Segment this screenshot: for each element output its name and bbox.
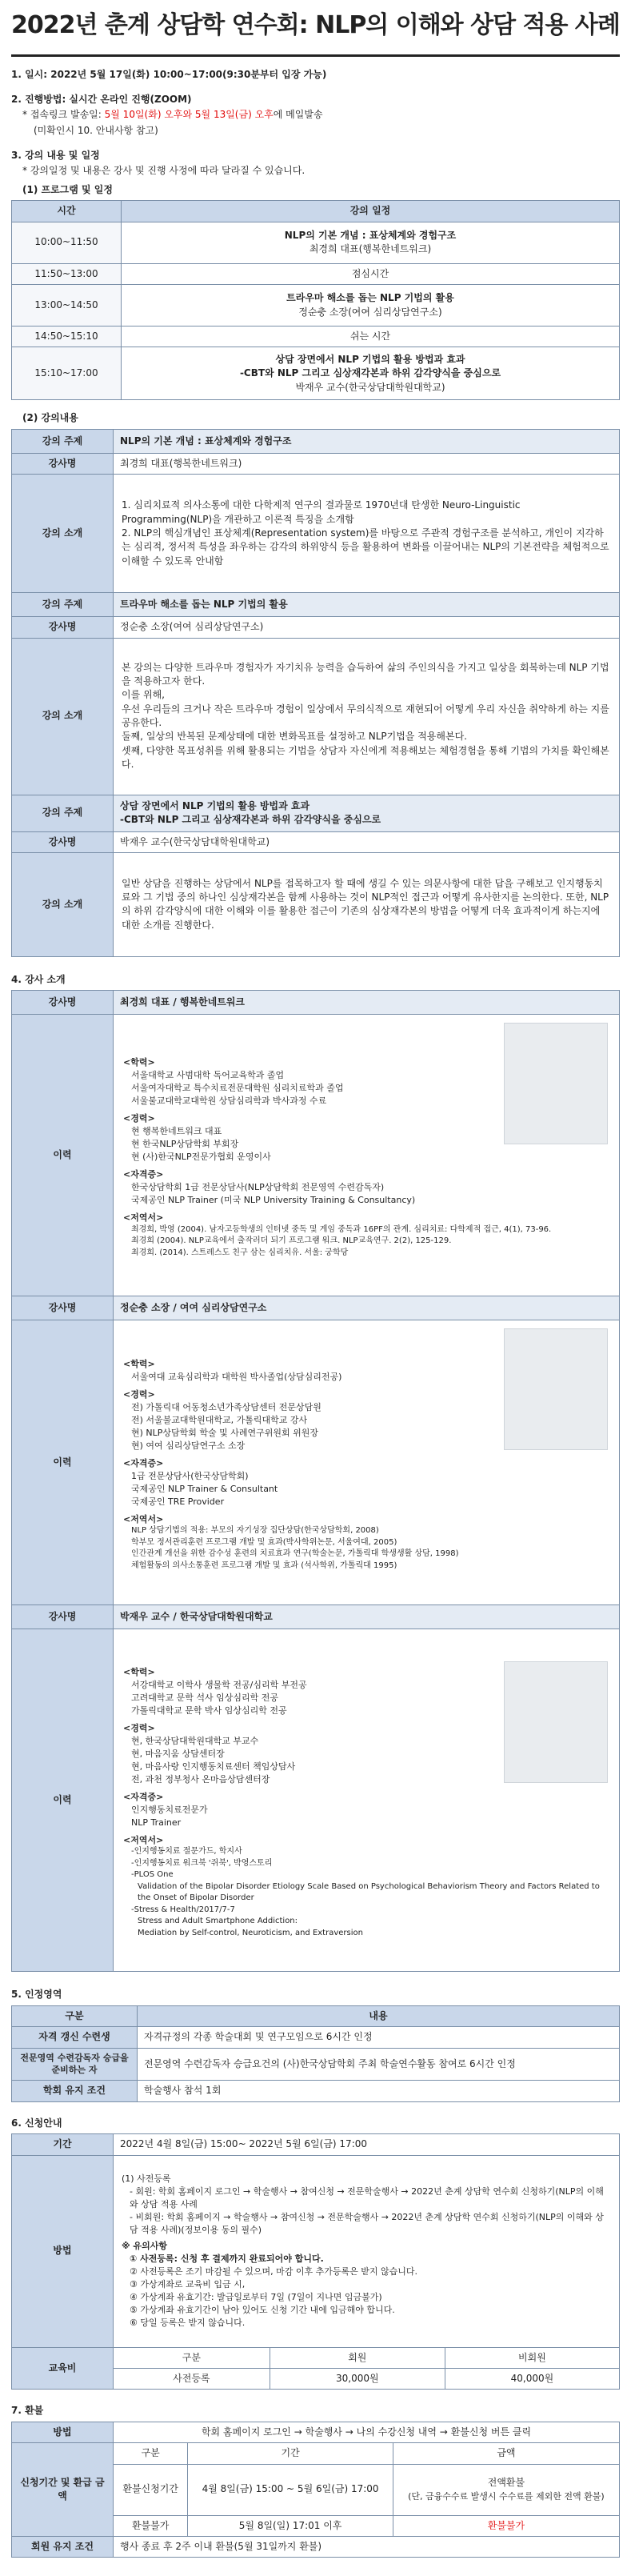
speaker2-job-item: 현) 여여 심리상담연구소 소장 [131, 1440, 246, 1451]
lecture1-topic: NLP의 기본 개념 : 표상체계와 경험구조 [114, 429, 620, 453]
speaker2-pub-item: 학부모 정서관리훈련 프로그램 개발 및 효과(박사학위논문, 서울여대, 2005) [131, 1537, 397, 1547]
speaker-name-label: 강사명 [12, 1605, 114, 1629]
refund-table [11, 2422, 620, 2558]
schedule-topic: 트라우마 해소를 돕는 NLP 기법의 활용 [286, 292, 454, 304]
speaker1-photo [504, 1023, 608, 1144]
fee-header-member: 회원 [270, 2348, 445, 2369]
lecture2-p3: 우선 우리들의 크거나 작은 트라우마 경험이 일상에서 무의식적으로 재현되어 어떻게 우리 자신을 취약하게 하는 지를 공유한다. [122, 703, 609, 729]
fee-table [114, 2348, 619, 2390]
schedule-time: 14:50~15:10 [12, 327, 122, 347]
schedule-topic: 점심시간 [122, 263, 620, 284]
speaker3-edu-item: 서강대학교 이학사 생물학 전공/심리학 부전공 [131, 1680, 307, 1691]
speaker3-photo [504, 1661, 608, 1783]
speaker3-pub-item: -PLOS One [131, 1870, 174, 1880]
speaker2-pub-item: 인간관계 개선을 위한 감수성 훈련의 치료효과 연구(학술논문, 가톨릭대 학생생활 상담, 1998) [131, 1549, 459, 1559]
section-method [11, 93, 620, 138]
speaker3-job-item: 현, 마음지움 상담센터장 [131, 1748, 225, 1759]
speaker3-edu-item: 가톨릭대학교 문학 박사 임상심리학 전공 [131, 1705, 287, 1717]
lecture1-p2: 2. NLP의 핵심개념인 표상체계(Representation system)를 바탕으로 주관적 경험구조를 분석하고, 개인이 지각하는 심리적, 정서적 특성을 좌우하는 감각의 하위양식 등을 활용하여 변화를 이끌어내는 NLP의 기본전략을 체험적으로 이해할 수 있도록 안내함 [122, 527, 609, 567]
schedule-topic: 쉬는 시간 [122, 327, 620, 347]
link-send-note: (미확인시 10. 안내사항 참고) [34, 124, 158, 136]
application-table [11, 2133, 620, 2390]
fee-header-div: 구분 [114, 2348, 270, 2369]
lecture2-intro [114, 638, 620, 795]
fee-header-nonmember: 비회원 [445, 2348, 619, 2369]
lecture3-topic: 상담 장면에서 NLP 기법의 활용 방법과 효과 [120, 799, 310, 811]
speaker1-cert-title: <자격증> [123, 1168, 164, 1180]
speaker2-photo [504, 1328, 608, 1450]
lecture2-topic: 트라우마 해소를 돕는 NLP 기법의 활용 [114, 593, 620, 617]
method-note: ⑥ 당일 등록은 받지 않습니다. [130, 2317, 246, 2328]
speaker1-pub-item: 최경희, 박영 (2004). 남자고등학생의 인터넷 중독 및 게임 중독과 16PF의 관계. 심리치료: 다학제적 접근, 4(1), 73-96. [131, 1224, 552, 1234]
schedule-row [12, 327, 620, 347]
speaker2-edu-item: 서울여대 교육심리학과 대학원 박사졸업(상담심리전공) [131, 1372, 342, 1383]
speaker3-pub-title: <저역서> [123, 1834, 164, 1845]
speaker3-name: 박재우 교수 / 한국상담대학원대학교 [114, 1605, 620, 1629]
section-speakers [11, 973, 620, 1972]
speaker3-pub-item: Stress and Adult Smartphone Addiction: [138, 1917, 298, 1926]
speaker3-pub-item: Validation of the Bipolar Disorder Etiology Scale Based on Psychological Behaviorism Theory and Factors Related to the Onset of Bipolar Disorder [138, 1881, 600, 1903]
schedule-table [11, 200, 620, 400]
application-period: 2022년 4월 8일(금) 15:00~ 2022년 5월 6일(금) 17:00 [114, 2134, 620, 2155]
schedule-time: 10:00~11:50 [12, 222, 122, 263]
lecture2-p4: 둘째, 일상의 반복된 문제상태에 대한 변화목표를 설정하고 NLP기법을 적용해본다. [122, 731, 467, 743]
refund-method: 학회 홈페이지 로그인 → 학술행사 → 나의 수강신청 내역 → 환불신청 버튼 클릭 [114, 2422, 620, 2442]
date-line: 1. 일시: 2022년 5월 17일(화) 10:00~17:00(9:30분부터 입장 가능) [11, 68, 327, 80]
method-note: ③ 가상계좌로 교육비 입금 시, [130, 2278, 246, 2290]
speaker2-cert-item: 1급 전문상담사(한국상담학회) [131, 1470, 249, 1481]
refund-header-amount: 금액 [393, 2443, 619, 2464]
method-note [130, 2304, 611, 2317]
fee-nonmember: 40,000원 [445, 2368, 619, 2389]
schedule-header-content: 강의 일정 [122, 201, 620, 222]
speaker1-job-item: 현 행복한네트워크 대표 [131, 1126, 222, 1137]
speaker3-job-item: 전, 과천 정부청사 온마음상담센터장 [131, 1773, 270, 1785]
recognition-header-content: 내용 [138, 2005, 620, 2026]
method-note-title: ※ 유의사항 [122, 2241, 168, 2252]
section-refund [11, 2404, 620, 2558]
schedule-topic: NLP의 기본 개념 : 표상체계와 경험구조 [284, 229, 457, 241]
section-program [11, 149, 620, 957]
fee-member: 30,000원 [270, 2368, 445, 2389]
lecture-intro-label: 강의 소개 [12, 638, 114, 795]
speaker3-cert-item: 인지행동치료전문가 [131, 1804, 208, 1815]
speaker3-cert-title: <자격증> [123, 1791, 164, 1802]
fee-label: 교육비 [12, 2347, 114, 2390]
speaker2-bio [114, 1320, 620, 1605]
recognition-content: 전문영역 수련감독자 승급요건의 (사)한국상담학회 주최 학술연수활동 참여로 6시간 인정 [138, 2048, 620, 2081]
speaker2-job-item: 전) 가톨릭대 어동청소년가족상담센터 전문상담원 [131, 1402, 321, 1413]
speaker2-cert-item: 국제공인 NLP Trainer & Consultant [131, 1483, 278, 1494]
method-note: ④ 가상계좌 유효기간: 발급일로부터 7일 (7일이 지나면 입금불가) [130, 2291, 382, 2302]
speaker2-job-item: 전) 서울불교대학원대학교, 가톨릭대학교 강사 [131, 1414, 308, 1425]
program-title: 3. 강의 내용 및 일정 [11, 150, 100, 162]
schedule-time: 13:00~14:50 [12, 285, 122, 327]
speaker1-job-item: 현 한국NLP상담학회 부회장 [131, 1139, 239, 1150]
lecture2-p5: 셋째, 다양한 목표성취를 위해 활용되는 기법을 상담자 자신에게 적용해보는 체험경험을 통해 기법의 가치를 확인해본다. [122, 744, 609, 771]
schedule-speaker: 정순충 소장(여여 심리상담연구소) [298, 306, 442, 318]
recognition-title: 5. 인정영역 [11, 1989, 62, 2001]
method-note: ① 사전등록: 신청 후 결제까지 완료되어야 합니다. [130, 2253, 324, 2265]
refund-row-label: 환불신청기간 [114, 2464, 188, 2515]
recognition-header-div: 구분 [12, 2005, 138, 2026]
recognition-content: 자격규정의 각종 학술대회 및 연구모임으로 6시간 인정 [138, 2027, 620, 2048]
lecture1-speaker: 최경희 대표(행복한네트워크) [114, 453, 620, 474]
refund-row-amount: (단, 금융수수료 발생시 수수료를 제외한 전액 환불) [408, 2490, 605, 2502]
schedule-row [12, 347, 620, 400]
speaker3-pub-item: Mediation by Self-control, Neuroticism, and Extraversion [138, 1928, 363, 1937]
application-method [114, 2155, 620, 2347]
speakers-title: 4. 강사 소개 [11, 973, 66, 985]
speakers-table [11, 990, 620, 1972]
speaker1-edu-item: 서울여자대학교 특수치료전문대학원 심리치료학과 졸업 [131, 1083, 344, 1094]
lecture3-intro: 일반 상담을 진행하는 상담에서 NLP를 접목하고자 할 때에 생길 수 있는 의문사항에 대한 답을 구해보고 인지행동치료와 그 기법 중의 하나인 심상재각본을 함께 사용하는 것이 NLP적인 접근과 어떻게 유사한지를 논의한다. 또한, NLP의 하위 감각양식에 대한 이해와 이를 활용한 접근이 기존의 심상재각본의 방법을 어떻게 더욱 효과적이게 하는지에 대한 소개를 진행한다. [114, 852, 620, 956]
recognition-content: 학술행사 참석 1회 [138, 2081, 620, 2101]
lecture2-speaker: 정순충 소장(여여 심리상담연구소) [114, 617, 620, 638]
schedule-row [12, 222, 620, 263]
link-send-line [22, 108, 620, 122]
speaker-name-label: 강사명 [12, 991, 114, 1015]
method-step1: (1) 사전등록 [122, 2173, 171, 2185]
method-member: - 회원: 학회 홈페이지 로그인 → 학술행사 → 참여신청 → 전문학술행사 → 2022년 춘계 상담학 연수회 신청하기(NLP의 이해와 상담 적용 사례 [130, 2186, 604, 2210]
schedule-speaker: 최경희 대표(행복한네트워크) [309, 243, 432, 255]
schedule-time: 11:50~13:00 [12, 263, 122, 284]
lecture-intro-label: 강의 소개 [12, 852, 114, 956]
speaker1-cert-item: 한국상담학회 1급 전문상담사(NLP상담학회 전문영역 수련감독자) [131, 1181, 385, 1192]
link-send-prefix: * 접속링크 발송일: [22, 109, 105, 121]
speaker2-name: 정순충 소장 / 여여 심리상담연구소 [114, 1296, 620, 1320]
lecture-table [11, 429, 620, 957]
speaker3-job-title: <경력> [123, 1723, 155, 1734]
schedule-topic: 상담 장면에서 NLP 기법의 활용 방법과 효과 [275, 353, 465, 365]
speaker2-cert-item: 국제공인 TRE Provider [131, 1496, 225, 1507]
refund-row-amount-title: 전액환불 [487, 2477, 525, 2489]
link-send-dates: 5월 10일(화) 오후와 5월 13일(금) 오후 [104, 109, 274, 121]
speaker1-pub-title: <저역서> [123, 1212, 164, 1223]
speaker2-cert-title: <자격증> [123, 1457, 164, 1468]
speaker1-cert-item: 국제공인 NLP Trainer (미국 NLP University Training & Consultancy) [131, 1194, 416, 1205]
schedule-subtitle: (1) 프로그램 및 일정 [22, 183, 113, 195]
application-title: 6. 신청안내 [11, 2117, 62, 2129]
refund-header-div: 구분 [114, 2443, 188, 2464]
refund-title: 7. 환불 [11, 2405, 44, 2417]
speaker-career-label: 이력 [12, 1629, 114, 1972]
speaker1-job-item: 현 (사)한국NLP전문가협회 운영이사 [131, 1152, 271, 1163]
link-send-suffix: 에 메일발송 [273, 109, 323, 121]
schedule-topic-sub: -CBT와 NLP 그리고 심상재각본과 하위 감각양식을 중심으로 [239, 367, 501, 379]
speaker1-pub-item: 최경희 (2004). NLP교육에서 출작러더 되기 프로그램 워크. NLP교육연구. 2(2), 125-129. [131, 1236, 452, 1246]
speaker3-pub-item: -인지행동치료 절문가드, 학지사 [131, 1847, 242, 1857]
speaker3-job-item: 현, 마음사랑 인지행동치료센터 책임상담사 [131, 1761, 296, 1772]
speaker3-pub-item: -인지행동치료 워크북 '쥐북', 박영스토리 [131, 1858, 273, 1868]
method-note-text: ⑤ 가상계좌 유효기간이 남아 있어도 신청 기간 내에 입금해야 합니다. [130, 2304, 395, 2315]
speaker-name-label: 강사명 [12, 1296, 114, 1320]
section-recognition [11, 1988, 620, 2101]
schedule-speaker: 박재우 교수(한국상담대학원대학교) [295, 381, 445, 393]
refund-keep: 행사 종료 후 2주 이내 환불(5월 31일까지 환불) [114, 2536, 620, 2557]
fee-row-label: 사전등록 [114, 2368, 270, 2389]
speaker1-pub-item: 최경희. (2014). 스트레스도 친구 삼는 심리치유. 서울: 궁학당 [131, 1248, 349, 1257]
lecture-intro-label: 강의 소개 [12, 475, 114, 593]
lecture-speaker-label: 강사명 [12, 831, 114, 852]
speaker1-edu-item: 서울대학교 사범대학 독어교육학과 졸업 [131, 1070, 285, 1081]
lecture2-p1: 본 강의는 다양한 트라우마 경험자가 자기치유 능력을 습득하여 삶의 주인의식을 가지고 일상을 회복하는데 NLP 기법을 적용하고자 한다. [122, 661, 609, 687]
speaker2-job-item: 현) NLP상담학회 학술 및 사례연구위원회 위원장 [131, 1427, 319, 1438]
speaker-career-label: 이력 [12, 1320, 114, 1605]
section-date [11, 68, 620, 82]
method-title: 2. 진행방법: 실시간 온라인 진행(ZOOM) [11, 93, 192, 105]
refund-row-amount: 환불불가 [393, 2515, 619, 2536]
lecture-speaker-label: 강사명 [12, 453, 114, 474]
refund-header-period: 기간 [188, 2443, 393, 2464]
speaker2-job-title: <경력> [123, 1389, 155, 1400]
method-note: ② 사전등록은 조기 마감될 수 있으며, 마감 이후 추가등록은 받지 않습니다. [130, 2266, 417, 2278]
speaker1-name: 최경희 대표 / 행복한네트워크 [114, 991, 620, 1015]
schedule-row [12, 263, 620, 284]
speaker1-edu-item: 서울불교대학교대학원 상담심리학과 박사과정 수료 [131, 1096, 327, 1107]
refund-keep-label: 회원 유지 조건 [12, 2536, 114, 2557]
recognition-label: 학회 유지 조건 [12, 2081, 138, 2101]
lecture-speaker-label: 강사명 [12, 617, 114, 638]
speaker3-edu-title: <학력> [123, 1667, 155, 1678]
lecture3-topic-sub: -CBT와 NLP 그리고 심상재각본과 하위 감각양식을 중심으로 [120, 814, 381, 826]
refund-row-period: 5월 8일(일) 17:01 이후 [188, 2515, 393, 2536]
program-note: * 강의일정 및 내용은 강사 및 진행 사정에 따라 달라질 수 있습니다. [22, 165, 306, 177]
schedule-row [12, 285, 620, 327]
speaker3-job-item: 현, 한국상담대학원대학교 부교수 [131, 1735, 259, 1746]
schedule-header-time: 시간 [12, 201, 122, 222]
recognition-label: 전문영역 수련감독자 승급을 준비하는 자 [12, 2048, 138, 2081]
lecture-topic-label: 강의 주제 [12, 795, 114, 831]
section-application [11, 2117, 620, 2390]
lecture1-intro [114, 475, 620, 593]
speaker2-pub-item: NLP 상담기법의 적용: 부모의 자기성장 집단상담(한국상담학회, 2008) [131, 1526, 379, 1536]
schedule-time: 15:10~17:00 [12, 347, 122, 400]
lecture1-p1: 1. 심리치료적 의사소통에 대한 다학제적 연구의 결과물로 1970년대 탄생한 Neuro-Linguistic Programming(NLP)을 개관하고 이론적 특징을 소개함 [122, 499, 521, 525]
application-method-label: 방법 [12, 2155, 114, 2347]
speaker3-edu-item: 고려대학교 문학 석사 임상심리학 전공 [131, 1693, 279, 1704]
speaker3-cert-item: NLP Trainer [131, 1817, 182, 1828]
lecture-subtitle: (2) 강의내용 [22, 412, 78, 424]
lecture2-p2: 이를 위해, [122, 689, 165, 701]
speaker-career-label: 이력 [12, 1015, 114, 1296]
recognition-table [11, 2005, 620, 2102]
speaker1-edu-title: <학력> [123, 1057, 155, 1068]
speaker2-edu-title: <학력> [123, 1359, 155, 1370]
lecture-topic-label: 강의 주제 [12, 429, 114, 453]
refund-method-label: 방법 [12, 2422, 114, 2442]
lecture-topic-label: 강의 주제 [12, 593, 114, 617]
lecture3-speaker: 박재우 교수(한국상담대학원대학교) [114, 831, 620, 852]
speaker3-bio [114, 1629, 620, 1972]
speaker3-pub-item: -Stress & Health/2017/7-7 [131, 1905, 235, 1914]
recognition-label: 자격 갱신 수련생 [12, 2027, 138, 2048]
speaker2-pub-item: 체험활동의 의사소통훈련 프로그램 개발 및 효과 (석사학위, 가톨릭대 1995) [131, 1560, 397, 1570]
page-title: 2022년 춘계 상담학 연수회: NLP의 이해와 상담 적용 사례 [11, 0, 620, 57]
method-nonmember: - 비회원: 학회 홈페이지 → 학술행사 → 참여신청 → 전문학술행사 → 2022년 춘계 상담학 연수회 신청하기(NLP의 이해와 상담 적용 사례)(정보이용 동의 필수) [130, 2212, 604, 2236]
speaker1-bio [114, 1015, 620, 1296]
refund-period-label: 신청기간 및 환급 금액 [12, 2443, 114, 2537]
speaker2-pub-title: <저역서> [123, 1513, 164, 1524]
refund-row-label: 환불불가 [114, 2515, 188, 2536]
application-period-label: 기간 [12, 2134, 114, 2155]
refund-row-period: 4월 8일(금) 15:00 ~ 5월 6일(금) 17:00 [188, 2464, 393, 2515]
speaker1-job-title: <경력> [123, 1113, 155, 1124]
